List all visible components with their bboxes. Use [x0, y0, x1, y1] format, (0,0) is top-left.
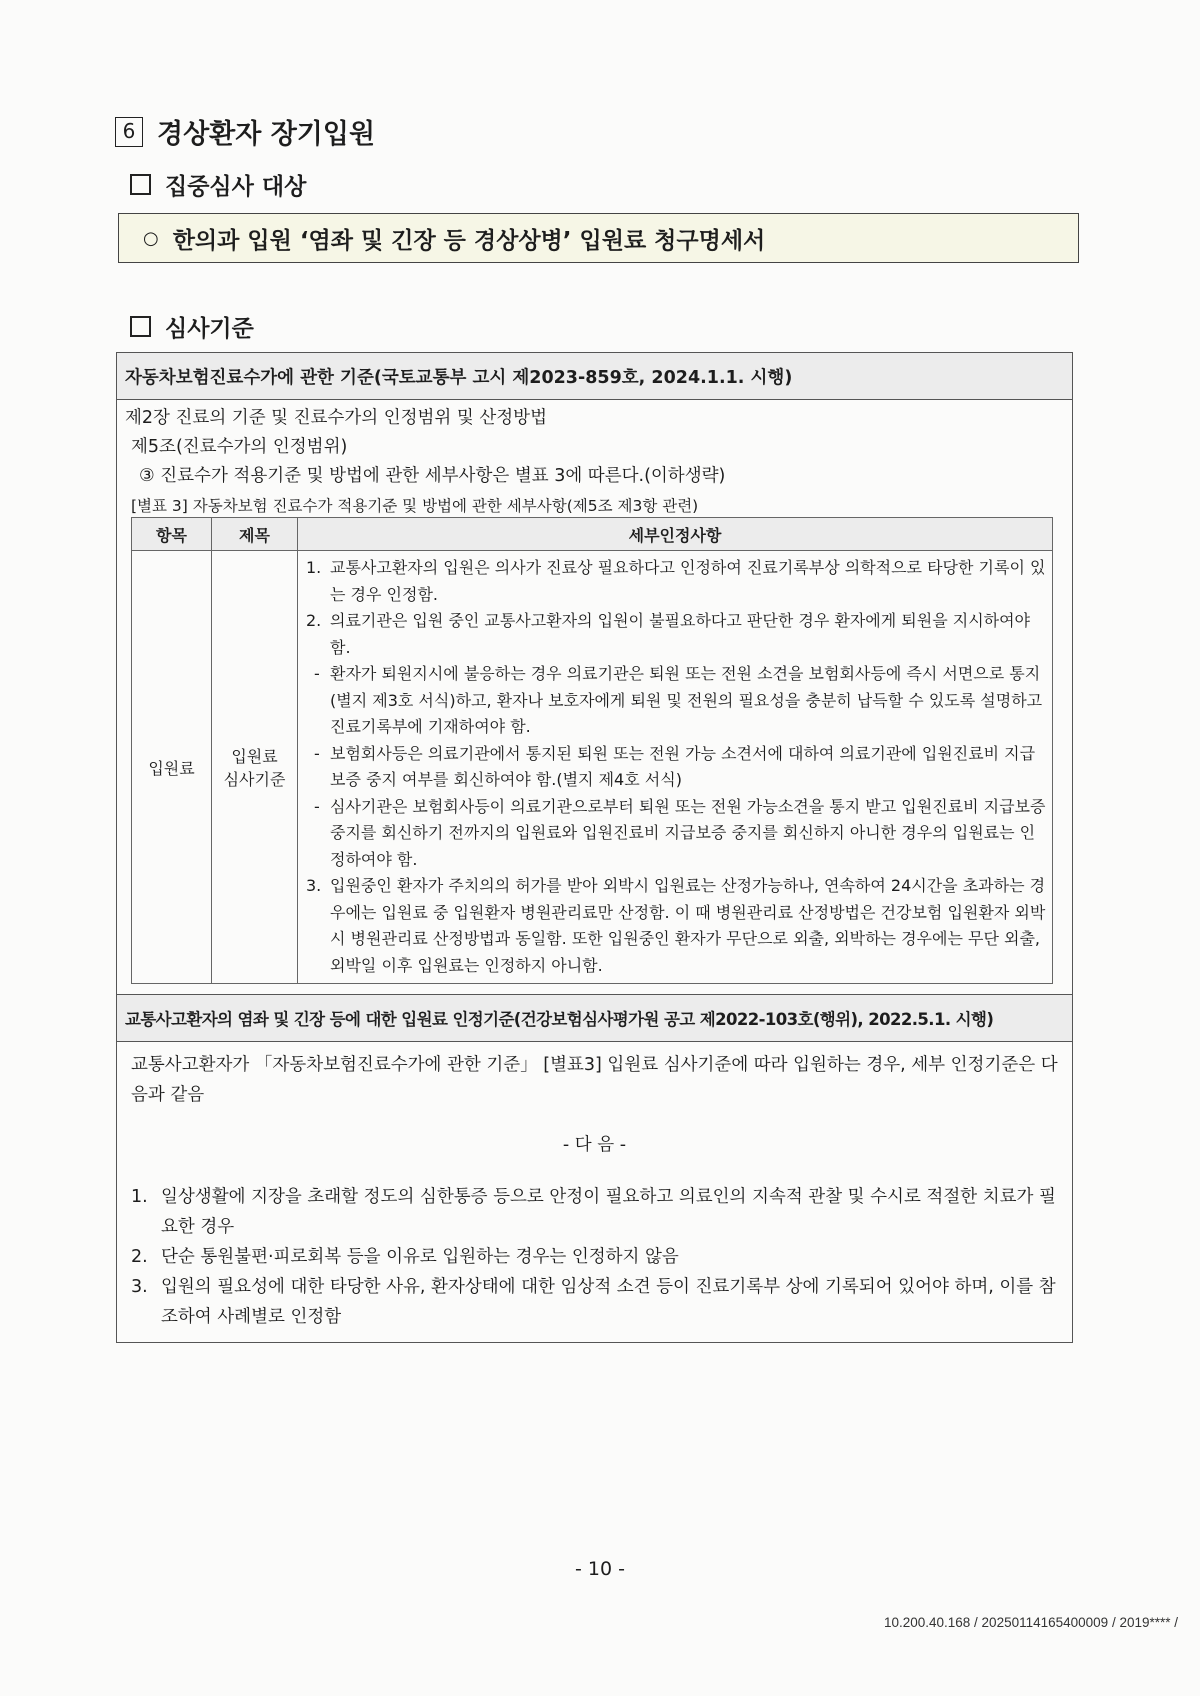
detail-item: 3. 입원중인 환자가 주치의의 허가를 받아 외박시 입원료는 산정가능하나, 연속하여 24시간을 초과하는 경우에는 입원료 중 입원환자 병원관리료만 산정함. 이 때 병원관리료 산정방법은 건강보험 입원환자 외박시 병원관리료 산정방법과 동일함. 또한 입원중인 환자가 무단으로 외출, 외박하는 경우에는 무단 외출, 외박일 이후 입원료는 인정하지 아니함. — [306, 876, 1046, 975]
checkbox-square-icon — [130, 316, 151, 337]
section-title — [115, 112, 375, 151]
table-row — [132, 551, 1053, 984]
col-header-detail: 세부인정사항 — [298, 518, 1053, 551]
detail-subitem: - 심사기관은 보험회사등이 의료기관으로부터 퇴원 또는 전원 가능소견을 통지 받고 입원진료비 지급보증 중지를 회신하기 전까지의 입원료와 입원진료비 지급보증 중지를 회신하지 아니한 경우의 입원료는 인정하여야 함. — [314, 796, 1046, 869]
detail-item: 1. 교통사고환자의 입원은 의사가 진료상 필요하다고 인정하여 진료기록부상 의학적으로 타당한 기록이 있는 경우 인정함. — [306, 558, 1046, 604]
std1-clause: ③ 진료수가 적용기준 및 방법에 관한 세부사항은 별표 3에 따른다.(이하생략) — [139, 466, 726, 486]
row-item: 입원료 — [132, 551, 212, 984]
std2-header: 교통사고환자의 염좌 및 긴장 등에 대한 입원료 인정기준(건강보험심사평가원 공고 제2022-103호(행위), 2022.5.1. 시행) — [117, 994, 1072, 1042]
std1-body — [117, 400, 1072, 491]
list-item: 1. 일상생활에 지장을 초래할 정도의 심한통증 등으로 안정이 필요하고 의료인의 지속적 관찰 및 수시로 적절한 치료가 필요한 경우 — [131, 1187, 1056, 1237]
detail-subitem: - 환자가 퇴원지시에 불응하는 경우 의료기관은 퇴원 또는 전원 소견을 보험회사등에 즉시 서면으로 통지(별지 제3호 서식)하고, 환자나 보호자에게 퇴원 및 전원의 필요성을 충분히 납득할 수 있도록 설명하고 진료기록부에 기재하여야 함. — [314, 664, 1043, 736]
row-title-line2: 심사기준 — [223, 770, 286, 789]
footer-stamp: 10.200.40.168 / 20250114165400009 / 2019**** / — [883, 1615, 1178, 1630]
criteria-heading-text: 심사기준 — [165, 316, 254, 342]
target-heading-text: 집중심사 대상 — [165, 174, 307, 200]
detail-item: 2. 의료기관은 입원 중인 교통사고환자의 입원이 불필요하다고 판단한 경우 환자에게 퇴원을 지시하여야 함. — [306, 611, 1031, 657]
list-item: 2. 단순 통원불편·피로회복 등을 이유로 입원하는 경우는 인정하지 않음 — [131, 1247, 679, 1267]
row-title — [212, 551, 298, 984]
row-title-line1: 입원료 — [231, 747, 278, 766]
std2-center-label: - 다 음 - — [562, 1135, 627, 1155]
col-header-title: 제목 — [212, 518, 298, 551]
std1-chapter: 제2장 진료의 기준 및 진료수가의 인정범위 및 산정방법 — [125, 408, 547, 428]
list-item: 3. 입원의 필요성에 대한 타당한 사유, 환자상태에 대한 임상적 소견 등이 진료기록부 상에 기록되어 있어야 하며, 이를 참조하여 사례별로 인정함 — [131, 1277, 1056, 1327]
section-number: 6 — [115, 117, 143, 147]
criteria-heading — [130, 310, 254, 343]
annex-caption: [별표 3] 자동차보험 진료수가 적용기준 및 방법에 관한 세부사항(제5조 제3항 관련) — [131, 497, 699, 515]
std2-body — [117, 1042, 1072, 1342]
annex-table — [131, 517, 1053, 984]
criteria-box — [116, 352, 1073, 1343]
target-item-text: 한의과 입원 ‘염좌 및 긴장 등 경상상병’ 입원료 청구명세서 — [172, 227, 766, 254]
target-heading — [130, 168, 306, 201]
section-title-text: 경상환자 장기입원 — [157, 119, 376, 150]
bullet-circle-icon: ○ — [143, 227, 159, 249]
col-header-item: 항목 — [132, 518, 212, 551]
checkbox-square-icon — [130, 174, 151, 195]
std2-intro: 교통사고환자가 「자동차보험진료수가에 관한 기준」 [별표3] 입원료 심사기준에 따라 입원하는 경우, 세부 인정기준은 다음과 같음 — [131, 1055, 1058, 1105]
page-number: - 10 - — [575, 1558, 625, 1580]
target-box — [118, 213, 1079, 263]
std1-header: 자동차보험진료수가에 관한 기준(국토교통부 고시 제2023-859호, 2024.1.1. 시행) — [117, 353, 1072, 400]
row-detail — [298, 551, 1053, 984]
detail-subitem: - 보험회사등은 의료기관에서 통지된 퇴원 또는 전원 가능 소견서에 대하여 의료기관에 입원진료비 지급보증 중지 여부를 회신하여야 함.(별지 제4호 서식) — [314, 743, 1036, 789]
std1-article: 제5조(진료수가의 인정범위) — [131, 437, 348, 457]
